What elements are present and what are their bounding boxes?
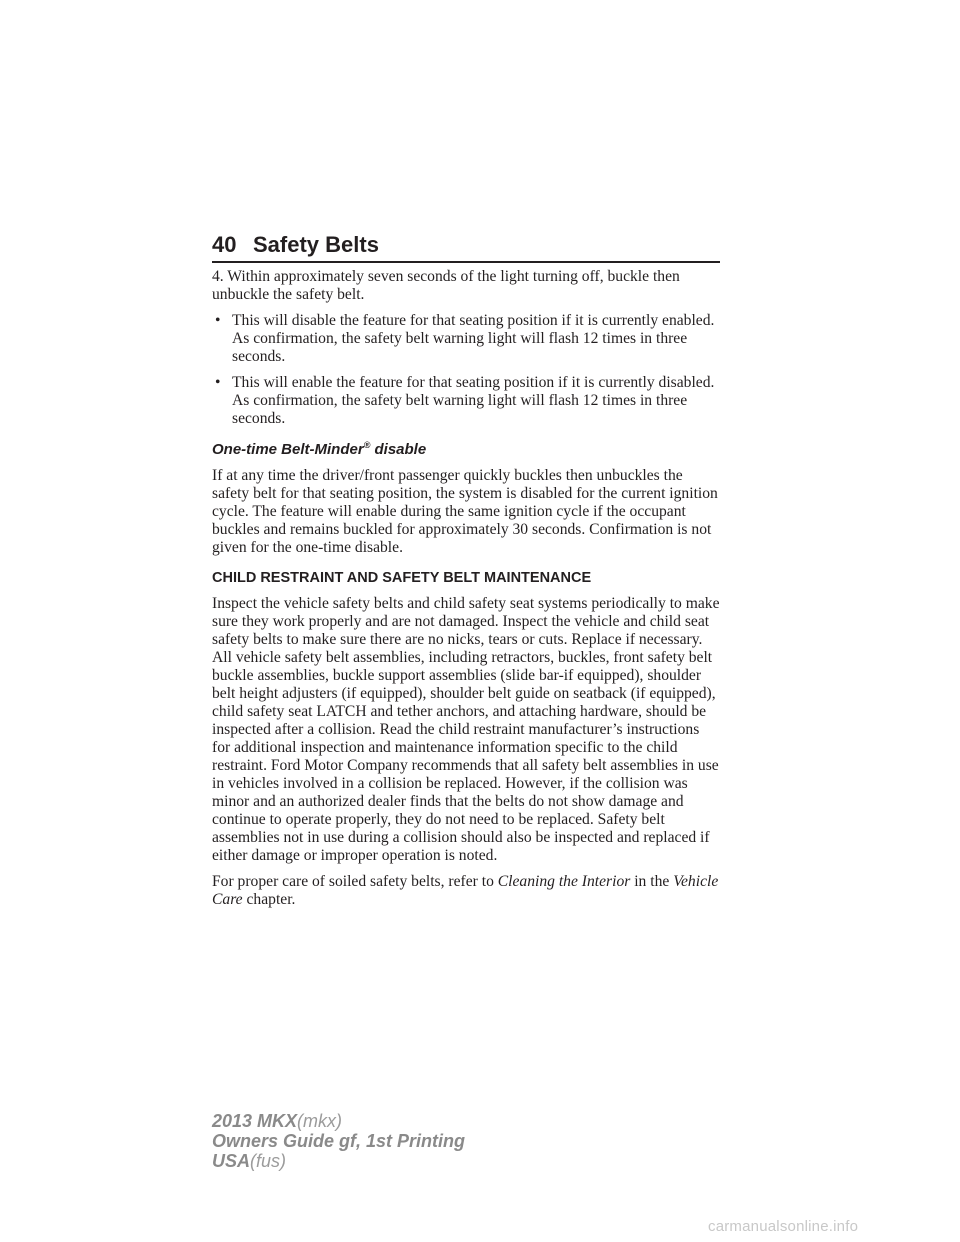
bullet-text: This will enable the feature for that seating position if it is currently disabled. As confirmation, the safety belt warning light will flash 12 times in three seconds. bbox=[232, 374, 715, 427]
bullet-icon: • bbox=[215, 374, 221, 391]
footer-market: USA bbox=[212, 1151, 251, 1171]
onetime-paragraph: If at any time the driver/front passenger quickly buckles then unbuckles the safety belt for that seating position, the system is disabled for the current ignition cycle. The feature will enable during the same ignition cycle if the occupant buckles and remains buckled for approximately 30 seconds. Confirmation is not given for the one-time disable. bbox=[212, 467, 718, 556]
footer-market-code: (fus) bbox=[250, 1151, 287, 1171]
section-title: Safety Belts bbox=[253, 232, 379, 257]
maintenance-paragraph: Inspect the vehicle safety belts and child safety seat systems periodically to make sure they work properly and are not damaged. Inspect the vehicle and child seat safety belts to make sure there are no nicks, tears or cuts. Replace if necessary. All vehicle safety belt assemblies, including retractors, buckles, front safety belt buckle assemblies, buckle support assemblies (slide bar-if equipped), shoulder belt height adjusters (if equipped), shoulder belt guide on seatback (if equipped), child safety seat LATCH and tether anchors, and attaching hardware, should be inspected after a collision. Read the child restraint manufacturer’s instructions for additional inspection and maintenance information specific to the child restraint. Ford Motor Company recommends that all safety belt assemblies in use in vehicles involved in a collision be replaced. However, if the collision was minor and an authorized dealer finds that the belts do not show damage and continue to operate properly, they do not need to be replaced. Safety belt assemblies not in use during a collision should also be inspected and replaced if either damage or improper operation is noted. bbox=[212, 595, 720, 864]
maintenance-heading: CHILD RESTRAINT AND SAFETY BELT MAINTENANCE bbox=[212, 570, 592, 586]
subheading-text: One-time Belt-Minder bbox=[212, 441, 364, 458]
print-footer bbox=[212, 1111, 465, 1171]
footer-model: 2013 MKX bbox=[212, 1111, 298, 1131]
bullet-icon: • bbox=[215, 312, 221, 329]
footer-line-market bbox=[212, 1151, 465, 1171]
care-suffix: chapter. bbox=[242, 891, 296, 908]
care-paragraph bbox=[212, 873, 720, 909]
vehicle-care-reference: Vehicle Care bbox=[212, 873, 719, 908]
registered-mark: ® bbox=[363, 440, 371, 450]
subheading-tail: disable bbox=[370, 441, 427, 458]
step-4-paragraph: 4. Within approximately seven seconds of the light turning off, buckle then unbuckle the safety belt. bbox=[212, 268, 680, 303]
footer-line-model bbox=[212, 1111, 465, 1131]
cleaning-interior-reference: Cleaning the Interior bbox=[497, 873, 631, 890]
care-mid: in the bbox=[630, 873, 674, 890]
footer-line-guide bbox=[212, 1131, 465, 1151]
watermark: carmanualsonline.info bbox=[708, 1218, 859, 1235]
onetime-subheading bbox=[212, 436, 720, 459]
page-content bbox=[212, 268, 720, 917]
page-number: 40 bbox=[212, 232, 237, 257]
bullet-item-disable bbox=[212, 312, 720, 366]
care-prefix: For proper care of soiled safety belts, refer to bbox=[212, 873, 498, 890]
header-rule bbox=[212, 261, 720, 263]
footer-model-code: (mkx) bbox=[297, 1111, 343, 1131]
bullet-item-enable bbox=[212, 374, 720, 428]
bullet-text: This will disable the feature for that seating position if it is currently enabled. As confirmation, the safety belt warning light will flash 12 times in three seconds. bbox=[232, 312, 715, 365]
footer-guide: Owners Guide gf, 1st Printing bbox=[212, 1131, 466, 1151]
